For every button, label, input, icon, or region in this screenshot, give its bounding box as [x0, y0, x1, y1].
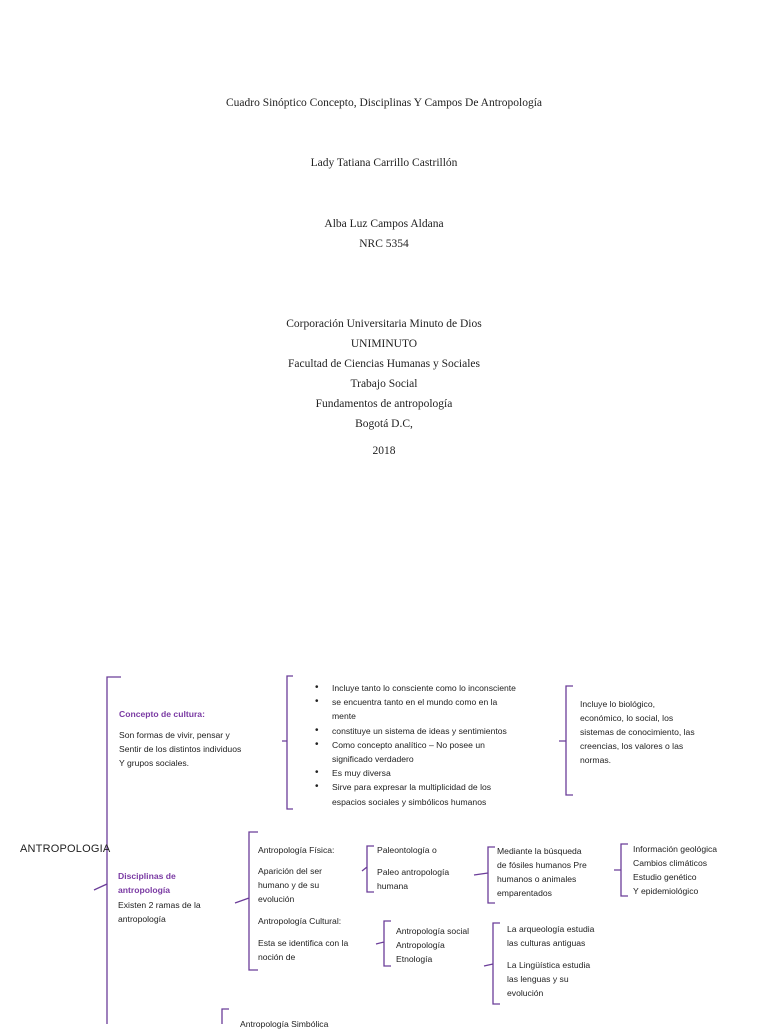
- culture-bullet: • constituye un sistema de ideas y sentimientos: [313, 724, 563, 738]
- teacher-name: Alba Luz Campos Aldana: [324, 218, 444, 230]
- year: 2018: [372, 445, 396, 457]
- includes-line: económico, lo social, los: [580, 713, 674, 723]
- includes-line: Incluye lo biológico,: [580, 699, 656, 709]
- culture-body-line: Son formas de vivir, pensar y: [119, 730, 230, 740]
- culture-heading: Concepto de cultura:: [119, 709, 205, 719]
- institution-line: Bogotá D.C,: [355, 418, 413, 430]
- cultural-brace: [376, 921, 391, 966]
- paleo-label: Paleontología o: [377, 845, 437, 855]
- root-label: ANTROPOLOGIA: [20, 843, 111, 855]
- cultural-branches: Antropología social Antropología Etnología: [396, 926, 470, 964]
- nrc-code: NRC 5354: [359, 238, 409, 250]
- info-brace: [614, 844, 628, 896]
- culture-bullets: [313, 681, 563, 809]
- disciplines-brace: [235, 832, 258, 970]
- culture-bullet: • Como concepto analítico – No posee un significado verdadero: [313, 738, 563, 766]
- includes-line: sistemas de conocimiento, las: [580, 727, 695, 737]
- culture-brace: [282, 676, 293, 809]
- paleo-anthro: Paleo antropología humana: [377, 867, 450, 891]
- culture-body: [119, 728, 241, 770]
- culture-bullet: • Es muy diversa: [313, 766, 563, 780]
- linguistics-text: La Lingüística estudia las lenguas y su evolución: [507, 960, 591, 998]
- institution-line: UNIMINUTO: [350, 338, 418, 350]
- cultural-label: Antropología Cultural:: [258, 916, 342, 926]
- partial-brace: [222, 1009, 229, 1024]
- culture-bullet: • Incluye tanto lo consciente como lo inconsciente: [313, 681, 563, 695]
- physical-label: Antropología Física:: [258, 845, 335, 855]
- physical-desc: Aparición del ser humano y de su evolución: [258, 866, 323, 904]
- culture-body-line: Y grupos sociales.: [119, 758, 190, 768]
- includes-line: creencias, los valores o las: [580, 741, 684, 751]
- institution-line: Corporación Universitaria Minuto de Dios: [286, 318, 482, 330]
- culture-includes: [580, 697, 695, 767]
- info-list: Información geológica Cambios climáticos Estudio genético Y epidemiológico: [633, 844, 718, 896]
- symbolic-anthropology: Antropología Simbólica: [240, 1019, 329, 1029]
- culture-bullet: • Sirve para expresar la multiplicidad de los espacios sociales y simbólicos humanos: [313, 780, 563, 808]
- paleo-brace: [362, 846, 374, 892]
- culture-bullet: • se encuentra tanto en el mundo como en la mente: [313, 695, 563, 723]
- fields-brace: [484, 923, 500, 1004]
- disciplines-body: Existen 2 ramas de la antropología: [118, 900, 201, 924]
- student-name: Lady Tatiana Carrillo Castrillón: [310, 157, 458, 169]
- institution-line: Fundamentos de antropología: [315, 398, 453, 410]
- cultural-desc: Esta se identifica con la noción de: [258, 938, 349, 962]
- archaeology-text: La arqueología estudia las culturas antiguas: [507, 924, 595, 948]
- cover-title: Cuadro Sinóptico Concepto, Disciplinas Y Campos De Antropología: [225, 97, 542, 109]
- disciplines-heading: Disciplinas de antropología: [118, 871, 176, 895]
- search-brace: [474, 847, 495, 903]
- culture-body-line: Sentir de los distintos individuos: [119, 744, 242, 754]
- institution-line: Trabajo Social: [350, 378, 418, 390]
- fossil-search: Mediante la búsqueda de fósiles humanos Pre humanos o animales emparentados: [497, 846, 587, 898]
- institution-line: Facultad de Ciencias Humanas y Sociales: [288, 358, 480, 370]
- includes-line: normas.: [580, 755, 612, 765]
